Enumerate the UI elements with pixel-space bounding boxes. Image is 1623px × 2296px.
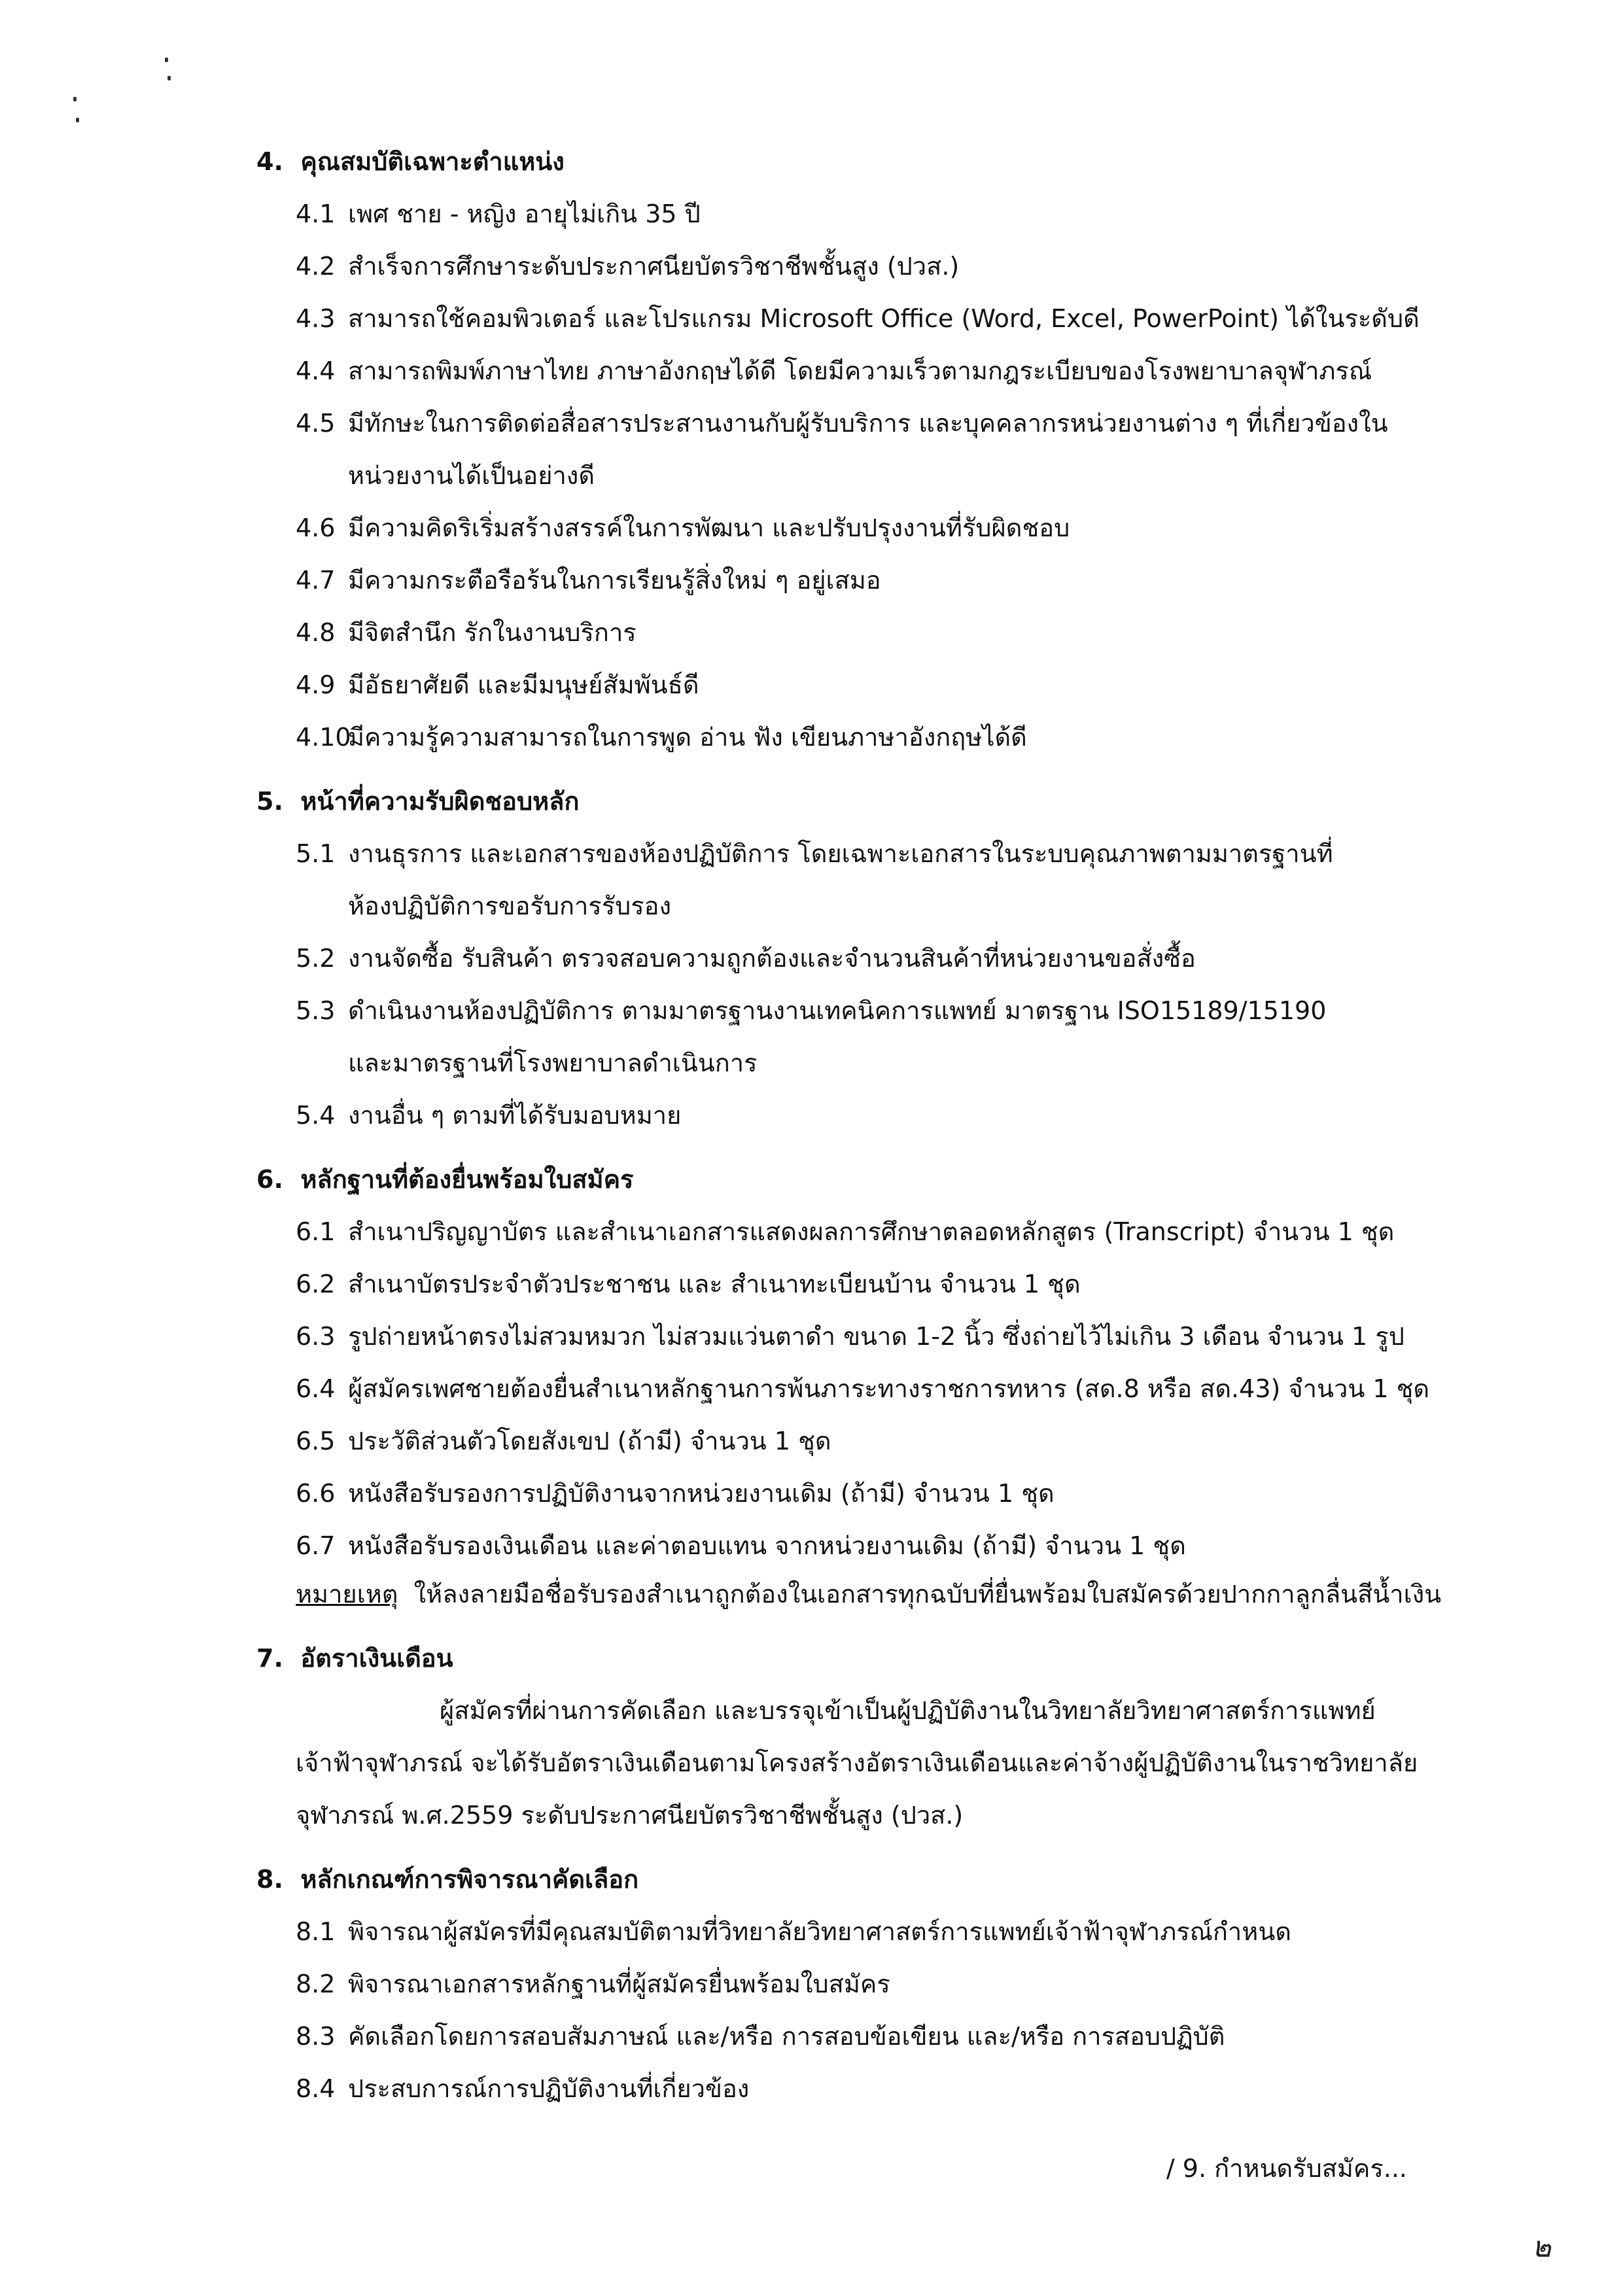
list-item: 6.6 หนังสือรับรองการปฏิบัติงานจากหน่วยงานเดิม (ถ้ามี) จำนวน 1 ชุด [296,1479,1055,1508]
list-item: 5.1 งานธุรการ และเอกสารของห้องปฏิบัติการ โดยเฉพาะเอกสารในระบบคุณภาพตามมาตรฐานที่ [296,839,1333,868]
list-item: 6.2 สำเนาบัตรประจำตัวประชาชน และ สำเนาทะเบียนบ้าน จำนวน 1 ชุด [296,1270,1081,1298]
note-text: ให้ลงลายมือชื่อรับรองสำเนาถูกต้องในเอกสารทุกฉบับที่ยื่นพร้อมใบสมัครด้วยปากกาลูกลื่นสีน้ำเงิน [413,1580,1442,1609]
section-5-heading: 5. หน้าที่ความรับผิดชอบหลัก [256,787,580,816]
list-item: 8.4 ประสบการณ์การปฏิบัติงานที่เกี่ยวข้อง [296,2074,750,2103]
list-item: 4.8 มีจิตสำนึก รักในงานบริการ [296,618,637,647]
list-item: 4.2 สำเร็จการศึกษาระดับประกาศนียบัตรวิชาชีพชั้นสูง (ปวส.) [296,252,960,281]
list-item-continuation: หน่วยงานได้เป็นอย่างดี [348,461,595,490]
section-6-heading: 6. หลักฐานที่ต้องยื่นพร้อมใบสมัคร [256,1165,634,1194]
note-label: หมายเหตุ [296,1580,398,1609]
list-item: 5.4 งานอื่น ๆ ตามที่ได้รับมอบหมาย [296,1101,682,1130]
page-number-mark: ๒ [1531,2231,1551,2264]
list-item: 5.3 ดำเนินงานห้องปฏิบัติการ ตามมาตรฐานงานเทคนิคการแพทย์ มาตรฐาน ISO15189/15190 [296,996,1327,1025]
scan-speck [76,118,79,122]
list-item: 6.4 ผู้สมัครเพศชายต้องยื่นสำเนาหลักฐานการพ้นภาระทางราชการทหาร (สด.8 หรือ สด.43) จำนวน 1 ชุด [296,1374,1430,1403]
list-item: 4.6 มีความคิดริเริ่มสร้างสรรค์ในการพัฒนา และปรับปรุงงานที่รับผิดชอบ [296,513,1070,542]
list-item: 8.1 พิจารณาผู้สมัครที่มีคุณสมบัติตามที่วิทยาลัยวิทยาศาสตร์การแพทย์เจ้าฟ้าจุฬาภรณ์กำหนด [296,1917,1291,1946]
list-item: 8.3 คัดเลือกโดยการสอบสัมภาษณ์ และ/หรือ การสอบข้อเขียน และ/หรือ การสอบปฏิบัติ [296,2022,1225,2051]
scan-speck [167,76,171,80]
section-4-heading: 4. คุณสมบัติเฉพาะตำแหน่ง [256,147,565,176]
scan-speck [73,97,77,101]
list-item: 5.2 งานจัดซื้อ รับสินค้า ตรวจสอบความถูกต้องและจำนวนสินค้าที่หน่วยงานขอสั่งซื้อ [296,944,1196,973]
list-item: 4.5 มีทักษะในการติดต่อสื่อสารประสานงานกับผู้รับบริการ และบุคคลากรหน่วยงานต่าง ๆ ที่เกี่ยวข้องใน [296,409,1388,438]
list-item: 4.10มีความรู้ความสามารถในการพูด อ่าน ฟัง เขียนภาษาอังกฤษได้ดี [296,723,1027,752]
paragraph-line: ผู้สมัครที่ผ่านการคัดเลือก และบรรจุเข้าเป็นผู้ปฏิบัติงานในวิทยาลัยวิทยาศาสตร์การแพทย์ [440,1696,1376,1725]
list-item-continuation: และมาตรฐานที่โรงพยาบาลดำเนินการ [348,1049,758,1077]
list-item: 8.2 พิจารณาเอกสารหลักฐานที่ผู้สมัครยื่นพร้อมใบสมัคร [296,1970,890,1998]
list-item: 6.1 สำเนาปริญญาบัตร และสำเนาเอกสารแสดงผลการศึกษาตลอดหลักสูตร (Transcript) จำนวน 1 ชุด [296,1217,1395,1246]
list-item: 4.3 สามารถใช้คอมพิวเตอร์ และโปรแกรม Microsoft Office (Word, Excel, PowerPoint) ได้ในระดับดี [296,304,1420,333]
paragraph-line: เจ้าฟ้าจุฬาภรณ์ จะได้รับอัตราเงินเดือนตามโครงสร้างอัตราเงินเดือนและค่าจ้างผู้ปฏิบัติงานในราชวิทยาลัย [296,1748,1418,1777]
list-item: 4.9 มีอัธยาศัยดี และมีมนุษย์สัมพันธ์ดี [296,670,699,699]
list-item: 6.5 ประวัติส่วนตัวโดยสังเขป (ถ้ามี) จำนวน 1 ชุด [296,1427,831,1455]
footer-continuation: / 9. กำหนดรับสมัคร... [1166,2154,1407,2183]
list-item-continuation: ห้องปฏิบัติการขอรับการรับรอง [348,892,672,920]
note-line [296,1578,1441,1610]
list-item: 4.1 เพศ ชาย - หญิง อายุไม่เกิน 35 ปี [296,200,701,228]
list-item: 6.3 รูปถ่ายหน้าตรงไม่สวมหมวก ไม่สวมแว่นตาดำ ขนาด 1-2 นิ้ว ซึ่งถ่ายไว้ไม่เกิน 3 เดือน จำนวน 1 รูป [296,1322,1405,1351]
list-item: 4.7 มีความกระตือรือร้นในการเรียนรู้สิ่งใหม่ ๆ อยู่เสมอ [296,566,881,595]
section-8-heading: 8. หลักเกณฑ์การพิจารณาคัดเลือก [256,1865,639,1894]
section-7-heading: 7. อัตราเงินเดือน [256,1644,453,1673]
paragraph-line: จุฬาภรณ์ พ.ศ.2559 ระดับประกาศนียบัตรวิชาชีพชั้นสูง (ปวส.) [296,1801,964,1830]
list-item: 4.4 สามารถพิมพ์ภาษาไทย ภาษาอังกฤษได้ดี โดยมีความเร็วตามกฎระเบียบของโรงพยาบาลจุฬาภรณ์ [296,357,1372,385]
list-item: 6.7 หนังสือรับรองเงินเดือน และค่าตอบแทน จากหน่วยงานเดิม (ถ้ามี) จำนวน 1 ชุด [296,1531,1186,1560]
scan-speck [165,58,168,62]
